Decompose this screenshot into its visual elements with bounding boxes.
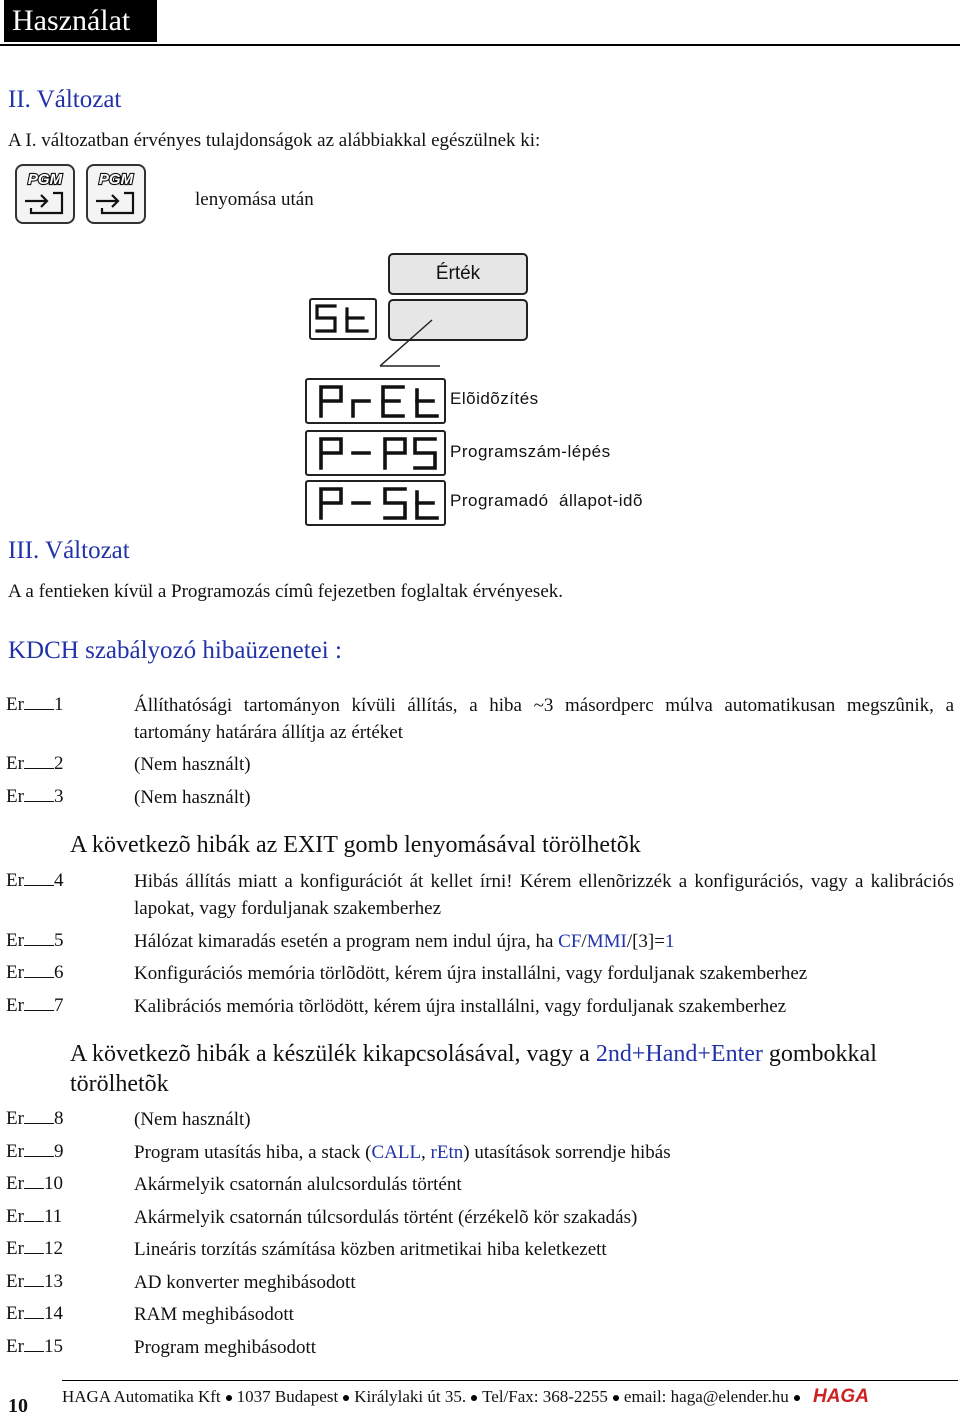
bullet-icon xyxy=(471,1395,477,1401)
p-st-segment-digits xyxy=(307,482,444,524)
exit-group-title: A következõ hibák az EXIT gomb lenyomásával törölhetõk xyxy=(70,832,641,858)
error-code: Er 12 xyxy=(6,1238,63,1259)
error-code: Er 2 xyxy=(6,753,64,774)
pgm-button-icon xyxy=(86,164,146,224)
section-ii-heading: II. Változat xyxy=(8,86,122,113)
errors-title: KDCH szabályozó hibaüzenetei : xyxy=(8,637,342,664)
error-code: Er 6 xyxy=(6,962,64,983)
pgm-button-label: PGM xyxy=(98,171,134,188)
error-description: Akármelyik csatornán túlcsordulás történt (érzékelõ kör szakadás) xyxy=(134,1207,638,1228)
error-description: RAM meghibásodott xyxy=(134,1304,294,1325)
value-label-box: Érték xyxy=(388,253,528,295)
error-description: Akármelyik csatornán alulcsordulás történt xyxy=(134,1174,462,1195)
error-code: Er 4 xyxy=(6,870,64,891)
footer-address: 1037 Budapest xyxy=(236,1387,339,1406)
error-description: Lineáris torzítás számítása közben aritmetikai hiba keletkezett xyxy=(134,1239,607,1260)
pret-display xyxy=(305,378,446,424)
section-iii-text: A a fentieken kívül a Programozás címû fejezetben foglaltak érvényesek. xyxy=(8,581,563,602)
pret-label: Elõidõzítés xyxy=(450,389,539,408)
error-code: Er 11 xyxy=(6,1206,63,1227)
footer-company: HAGA Automatika Kft xyxy=(62,1387,221,1406)
section-iii-heading: III. Változat xyxy=(8,537,130,564)
page-number: 10 xyxy=(8,1395,28,1417)
bullet-icon xyxy=(794,1395,800,1401)
error-code: Er 5 xyxy=(6,930,64,951)
section-ii-intro: A I. változatban érvényes tulajdonságok az alábbiakkal egészülnek ki: xyxy=(8,130,541,151)
error-code: Er 3 xyxy=(6,786,64,807)
p-ps-display xyxy=(305,430,446,476)
error-code: Er 8 xyxy=(6,1108,64,1129)
error-description: Program utasítás hiba, a stack (CALL, rEtn) utasítások sorrendje hibás xyxy=(134,1142,671,1163)
haga-logo: HAGA xyxy=(812,1386,869,1407)
bullet-icon xyxy=(343,1395,349,1401)
error-description: Állíthatósági tartományon kívüli állítás, a hiba ~3 másordperc múlva automatikusan megszûnik, a tartomány határára állítja az értéket xyxy=(134,695,954,743)
error-description: (Nem használt) xyxy=(134,754,251,775)
footer-contact xyxy=(62,1386,869,1408)
footer-phone: Tel/Fax: 368-2255 xyxy=(482,1387,608,1406)
error-code: Er 1 xyxy=(6,694,64,715)
p-st-display xyxy=(305,480,446,526)
error-code: Er 13 xyxy=(6,1271,63,1292)
pret-segment-digits xyxy=(307,380,444,422)
p-ps-segment-digits xyxy=(307,432,444,474)
footer-street: Királylaki út 35. xyxy=(354,1387,467,1406)
footer-email: email: haga@elender.hu xyxy=(623,1387,789,1406)
error-code: Er 14 xyxy=(6,1303,63,1324)
p-st-label: Programadó állapot-idõ xyxy=(450,491,643,510)
header-divider xyxy=(0,44,960,46)
p-ps-label: Programszám-lépés xyxy=(450,442,611,461)
error-description: Hálózat kimaradás esetén a program nem indul újra, ha CF/MMI/[3]=1 xyxy=(134,931,675,952)
error-code: Er 9 xyxy=(6,1141,64,1162)
error-description: (Nem használt) xyxy=(134,1109,251,1130)
poweroff-group-title: A következõ hibák a készülék kikapcsolásával, vagy a 2nd+Hand+Enter gombokkal törölhetõk xyxy=(70,1041,877,1097)
connector-line xyxy=(360,318,450,374)
error-description: (Nem használt) xyxy=(134,787,251,808)
footer-divider xyxy=(62,1380,958,1381)
bullet-icon xyxy=(226,1395,232,1401)
error-description: Hibás állítás miatt a konfigurációt át kellet írni! Kérem ellenõrizzék a konfigurációs, vagy a kalibrációs lapokat, vagy forduljanak szakemberhez xyxy=(134,871,954,919)
error-description: Konfigurációs memória törlõdött, kérem újra installálni, vagy forduljanak szakemberhez xyxy=(134,963,808,984)
bullet-icon xyxy=(613,1395,619,1401)
page-title: Használat xyxy=(4,0,157,42)
error-code: Er 15 xyxy=(6,1336,63,1357)
error-description: Kalibrációs memória tõrlödött, kérem újra installálni, vagy forduljanak szakemberhez xyxy=(134,996,787,1017)
pgm-button-icon xyxy=(15,164,75,224)
error-code: Er 7 xyxy=(6,995,64,1016)
after-press-text: lenyomása után xyxy=(195,189,314,210)
error-description: Program meghibásodott xyxy=(134,1337,317,1358)
pgm-button-label: PGM xyxy=(27,171,63,188)
error-code: Er 10 xyxy=(6,1173,63,1194)
error-description: AD konverter meghibásodott xyxy=(134,1272,356,1293)
